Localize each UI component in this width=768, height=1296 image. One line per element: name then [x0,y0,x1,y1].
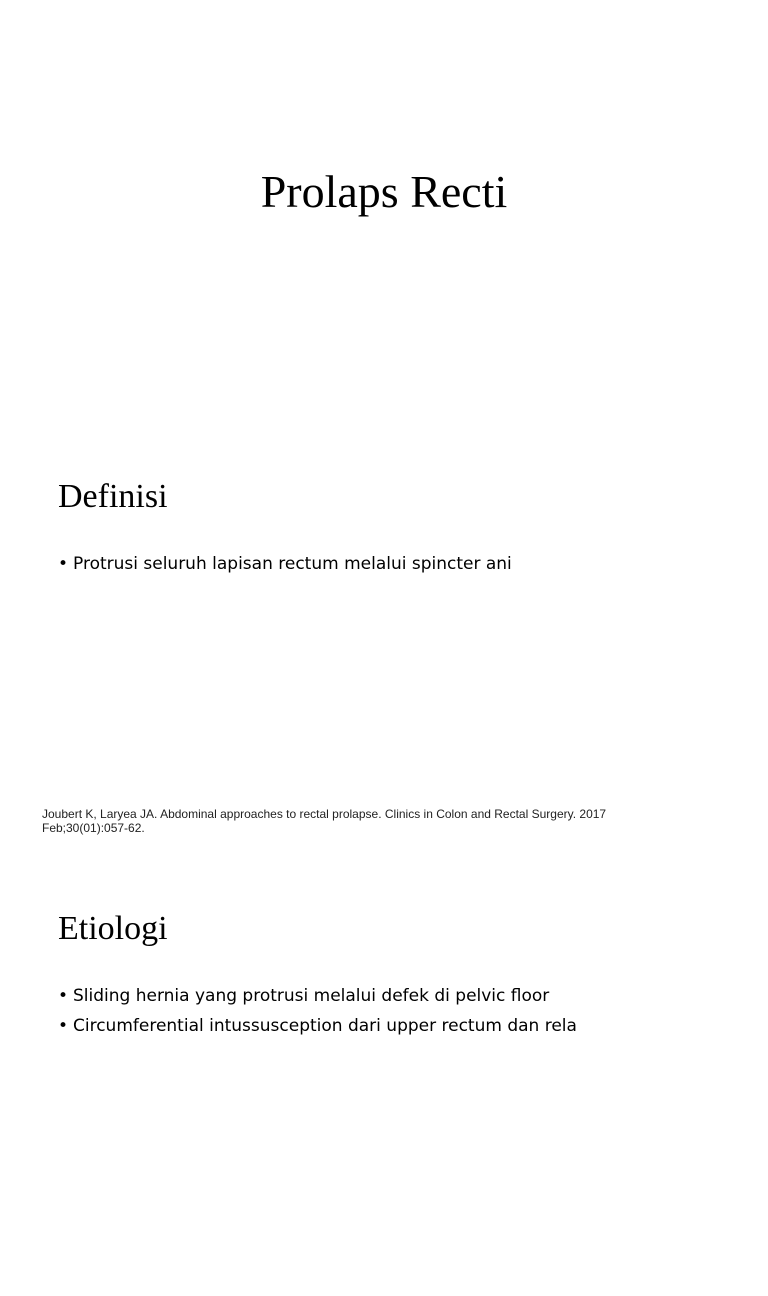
bullet-item [58,549,748,579]
section-heading-etiologi: Etiologi [58,910,168,947]
reference-citation [42,807,682,835]
title-slide [0,0,768,432]
section-heading-definisi: Definisi [58,478,168,515]
etiology-slide [0,864,768,1296]
definition-slide [0,432,768,864]
bullet-text: Sliding hernia yang protrusi melalui defek di pelvic floor [73,986,550,1006]
bullet-item [58,981,748,1011]
bullet-text: Protrusi seluruh lapisan rectum melalui spincter ani [73,554,512,574]
reference-line: Joubert K, Laryea JA. Abdominal approaches to rectal prolapse. Clinics in Colon and Rectal Surgery. 2017 [42,807,607,821]
reference-line: Feb;30(01):057-62. [42,821,145,835]
bullet-text: Circumferential intussusception dari upper rectum dan rela [73,1016,577,1036]
bullet-dot: • [58,986,69,1006]
bullet-list [58,981,748,1041]
slide-title: Prolaps Recti [260,166,508,217]
bullet-dot: • [58,1016,69,1036]
bullet-dot: • [58,554,69,574]
bullet-item [58,1011,748,1041]
bullet-list [58,549,748,579]
